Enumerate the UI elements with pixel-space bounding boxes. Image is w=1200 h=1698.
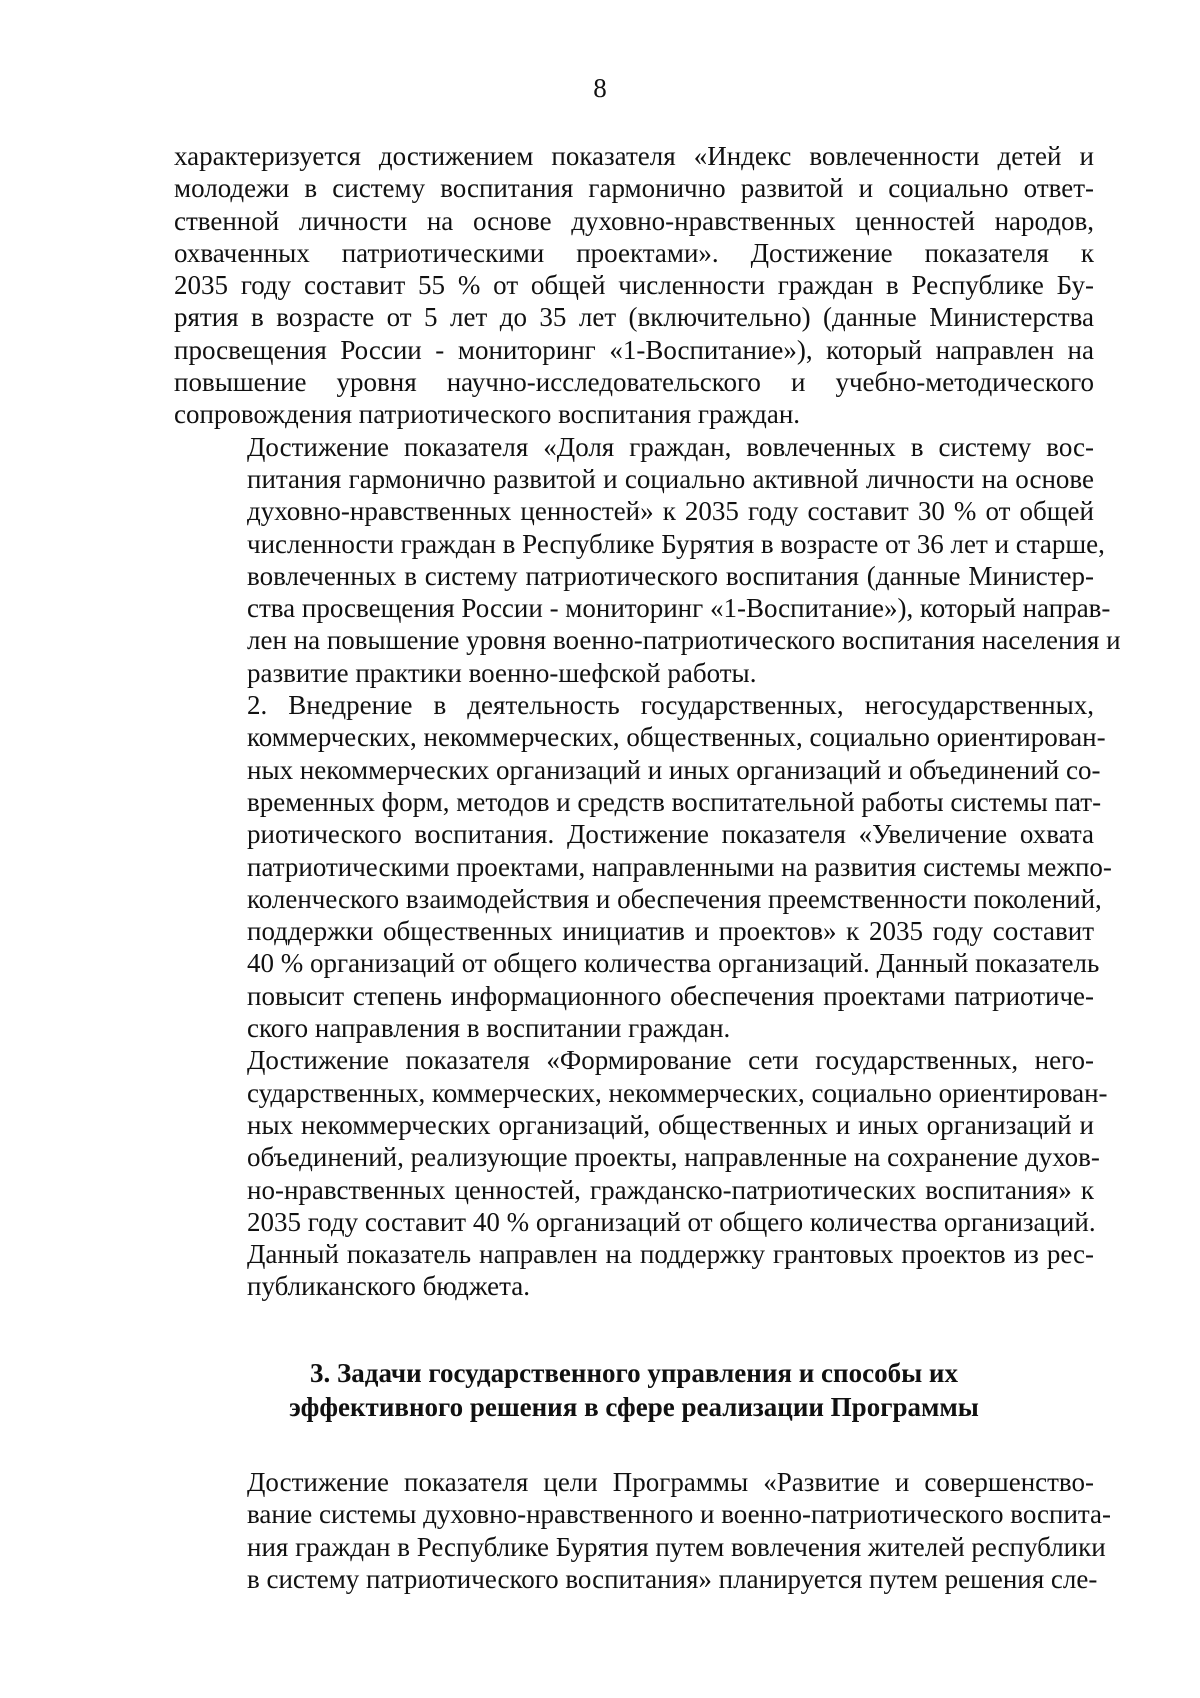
paragraph-citizen-share	[174, 431, 1121, 689]
body-text-section-3	[174, 1466, 1112, 1595]
text-line: повышение уровня научно-исследовательского и учебно-методического	[174, 367, 1094, 398]
text-line: Достижение показателя «Формирование сети государственных, него-	[247, 1045, 1094, 1076]
text-line: публиканского бюджета.	[247, 1271, 531, 1302]
text-line: молодежи в систему воспитания гармонично развитой и социально ответ-	[174, 173, 1094, 204]
text-line: риотического воспитания. Достижение показателя «Увеличение охвата	[247, 819, 1094, 850]
text-line: Достижение показателя «Доля граждан, вовлеченных в систему вос-	[247, 431, 1094, 462]
text-line: характеризуется достижением показателя «Индекс вовлеченности детей и	[174, 141, 1094, 171]
text-line: сударственных, коммерческих, некоммерческих, социально ориентирован-	[247, 1077, 1108, 1108]
section-heading	[174, 1356, 1094, 1424]
text-line: повысит степень информационного обеспечения проектами патриотиче-	[247, 980, 1094, 1011]
section-heading-line: эффективного решения в сфере реализации Программы	[289, 1392, 979, 1422]
paragraph-program-goal	[174, 1466, 1112, 1595]
text-line: ния граждан в Республике Бурятия путем вовлечения жителей республики	[247, 1531, 1106, 1562]
text-line: патриотическими проектами, направленными на развития системы межпо-	[247, 851, 1112, 882]
text-line: численности граждан в Республике Бурятия в возрасте от 36 лет и старше,	[247, 528, 1105, 559]
text-line: ского направления в воспитании граждан.	[247, 1013, 731, 1044]
text-line: вание системы духовно-нравственного и военно-патриотического воспита-	[247, 1499, 1112, 1530]
text-line: объединений, реализующие проекты, направленные на сохранение духов-	[247, 1142, 1100, 1173]
text-line: ных некоммерческих организаций и иных организаций и объединений со-	[247, 754, 1101, 785]
text-line: 2035 году составит 55 % от общей численности граждан в Республике Бу-	[174, 270, 1094, 301]
text-line: поддержки общественных инициатив и проектов» к 2035 году составит	[247, 916, 1094, 947]
paragraph-implementation	[174, 689, 1112, 1044]
page-number: 8	[593, 73, 607, 103]
text-line: ства просвещения России - мониторинг «1-Воспитание»), который направ-	[247, 593, 1111, 624]
text-line: вовлеченных в систему патриотического воспитания (данные Министер-	[247, 560, 1094, 591]
text-line: охваченных патриотическими проектами». Достижение показателя к	[174, 237, 1094, 268]
text-line: ственной личности на основе духовно-нравственных ценностей народов,	[174, 205, 1094, 236]
body-text	[174, 140, 1121, 1303]
paragraph-index-involvement	[174, 140, 1094, 431]
text-line: духовно-нравственных ценностей» к 2035 году составит 30 % от общей	[247, 496, 1094, 527]
text-line: просвещения России - мониторинг «1-Воспитание»), который направлен на	[174, 334, 1094, 365]
text-line: в систему патриотического воспитания» планируется путем решения сле-	[247, 1563, 1098, 1594]
text-line: лен на повышение уровня военно-патриотического воспитания населения и	[247, 625, 1121, 656]
text-line: Данный показатель направлен на поддержку грантовых проектов из рес-	[247, 1239, 1094, 1270]
text-line: развитие практики военно-шефской работы.	[247, 657, 757, 688]
text-line: 2035 году составит 40 % организаций от общего количества организаций.	[247, 1206, 1096, 1237]
text-line: временных форм, методов и средств воспитательной работы системы пат-	[247, 786, 1102, 817]
text-line: Достижение показателя цели Программы «Развитие и совершенство-	[247, 1467, 1094, 1497]
text-line: коммерческих, некоммерческих, общественных, социально ориентирован-	[247, 722, 1106, 753]
text-line: сопровождения патриотического воспитания граждан.	[174, 399, 801, 430]
text-line: 2. Внедрение в деятельность государственных, негосударственных,	[247, 690, 1094, 721]
paragraph-network-formation	[174, 1044, 1108, 1302]
text-line: 40 % организаций от общего количества организаций. Данный показатель	[247, 948, 1100, 979]
text-line: но-нравственных ценностей, гражданско-патриотических воспитания» к	[247, 1174, 1094, 1205]
section-heading-line: 3. Задачи государственного управления и способы их	[310, 1358, 958, 1388]
text-line: коленческого взаимодействия и обеспечения преемственности поколений,	[247, 883, 1102, 914]
text-line: ных некоммерческих организаций, общественных и иных организаций и	[247, 1109, 1094, 1140]
text-line: рятия в возрасте от 5 лет до 35 лет (включительно) (данные Министерства	[174, 302, 1094, 333]
text-line: питания гармонично развитой и социально активной личности на основе	[247, 463, 1094, 494]
